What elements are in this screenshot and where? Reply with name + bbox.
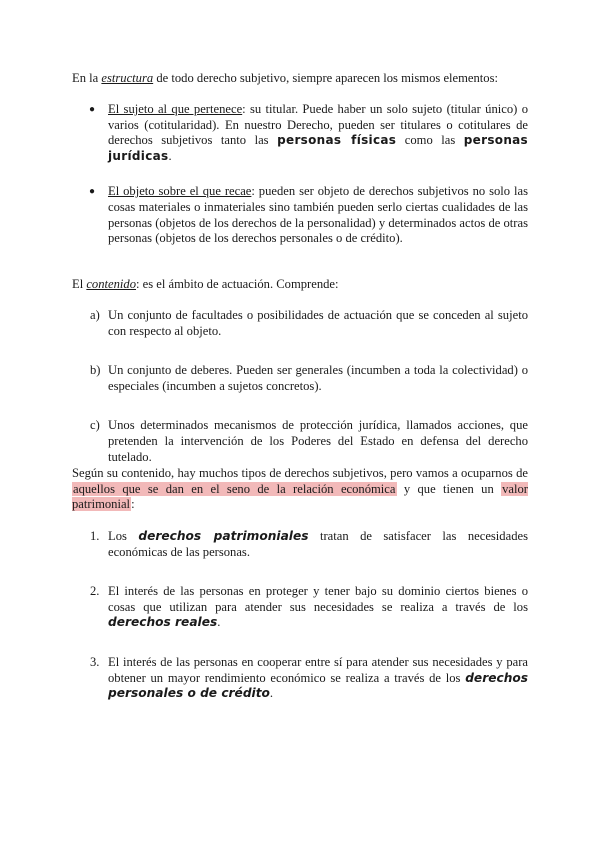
list-item-c: [72, 418, 528, 465]
list-marker: c): [90, 418, 100, 433]
bullet-icon: ●: [89, 186, 96, 198]
estructura-term: estructura: [101, 71, 154, 85]
text: y que tienen un: [396, 481, 502, 496]
text: El interés de las personas en cooperar entre sí para atender sus necesidades y para obtener un mayor rendimiento económico se realiza a través de los: [108, 654, 528, 685]
text: : su titular. Puede haber un solo sujeto (titular único) o varios (cotitularidad). En nuestro Derecho, pueden ser titulares o cotitulares de derechos subjetivos tanto las: [108, 102, 529, 148]
text: Unos determinados mecanismos de protección jurídica, llamados acciones, que pretenden la intervención de los Poderes del Estado en defensa del derecho tutelado.: [108, 418, 528, 464]
list-item-sujeto: [72, 102, 528, 164]
list-item-1: [72, 529, 528, 560]
comprende-list: [72, 308, 528, 465]
text: .: [168, 148, 172, 163]
tipos-list: [72, 529, 528, 702]
personas-fisicas: personas físicas: [277, 133, 397, 148]
text: : es el ámbito de actuación. Comprende:: [136, 277, 339, 291]
list-item-objeto: [72, 184, 528, 246]
text: El: [72, 277, 87, 291]
list-marker: 3.: [90, 654, 100, 669]
sujeto-label: El sujeto al que pertenece: [108, 102, 243, 116]
derechos-personales: derechos personales o de crédito: [108, 670, 528, 701]
list-item-2: [72, 584, 528, 631]
list-item-a: [72, 308, 528, 339]
list-marker: 2.: [90, 584, 100, 599]
personas-juridicas: personas jurídicas: [108, 133, 528, 163]
text: : pueden ser objeto de derechos subjetivos no solo las cosas materiales o inmateriales sino también pueden serlo ciertas cualidades de las personas (objetos de los derechos de la personalidad) y determinados actos de otras personas (objetos de los derechos personales o de crédito).: [108, 184, 529, 246]
text: Un conjunto de facultades o posibilidades de actuación que se conceden al sujeto con respecto al objeto.: [108, 308, 528, 338]
text: tratan de satisfacer las necesidades económicas de las personas.: [108, 529, 528, 559]
list-marker: a): [90, 308, 100, 322]
list-marker: 1.: [90, 529, 100, 543]
highlight-valor-patrimonial: valor patrimonial: [72, 481, 528, 512]
estructura-paragraph: [72, 71, 528, 87]
objeto-label: El objeto sobre el que recae: [108, 184, 252, 199]
text: .: [217, 615, 221, 630]
derechos-reales: derechos reales: [108, 615, 218, 630]
contenido-paragraph: [72, 277, 528, 293]
contenido-term: contenido: [86, 277, 137, 291]
bullet-icon: ●: [89, 104, 96, 115]
text: Según su contenido, hay muchos tipos de derechos subjetivos, pero vamos a ocuparnos de: [72, 466, 528, 480]
list-item-b: [72, 363, 528, 394]
text: Los: [108, 529, 139, 543]
text: :: [131, 497, 135, 512]
text: como las: [396, 133, 464, 148]
text: En la: [72, 71, 102, 85]
elementos-list: [72, 102, 528, 247]
list-marker: b): [90, 363, 101, 378]
derechos-patrimoniales: derechos patrimoniales: [138, 529, 309, 543]
text: El interés de las personas en proteger y tener bajo su dominio ciertos bienes o cosas que utilizan para atender sus necesidades se realiza a través de los: [108, 584, 528, 614]
text: Un conjunto de deberes. Pueden ser generales (incumben a toda la colectividad) o especiales (incumben a sujetos concretos).: [108, 363, 528, 393]
text: .: [269, 686, 274, 701]
highlight-relacion-economica: aquellos que se dan en el seno de la relación económica: [73, 481, 396, 496]
list-item-3: [72, 655, 528, 702]
text: de todo derecho subjetivo, siempre aparecen los mismos elementos:: [153, 71, 499, 85]
segun-paragraph: [72, 466, 528, 513]
